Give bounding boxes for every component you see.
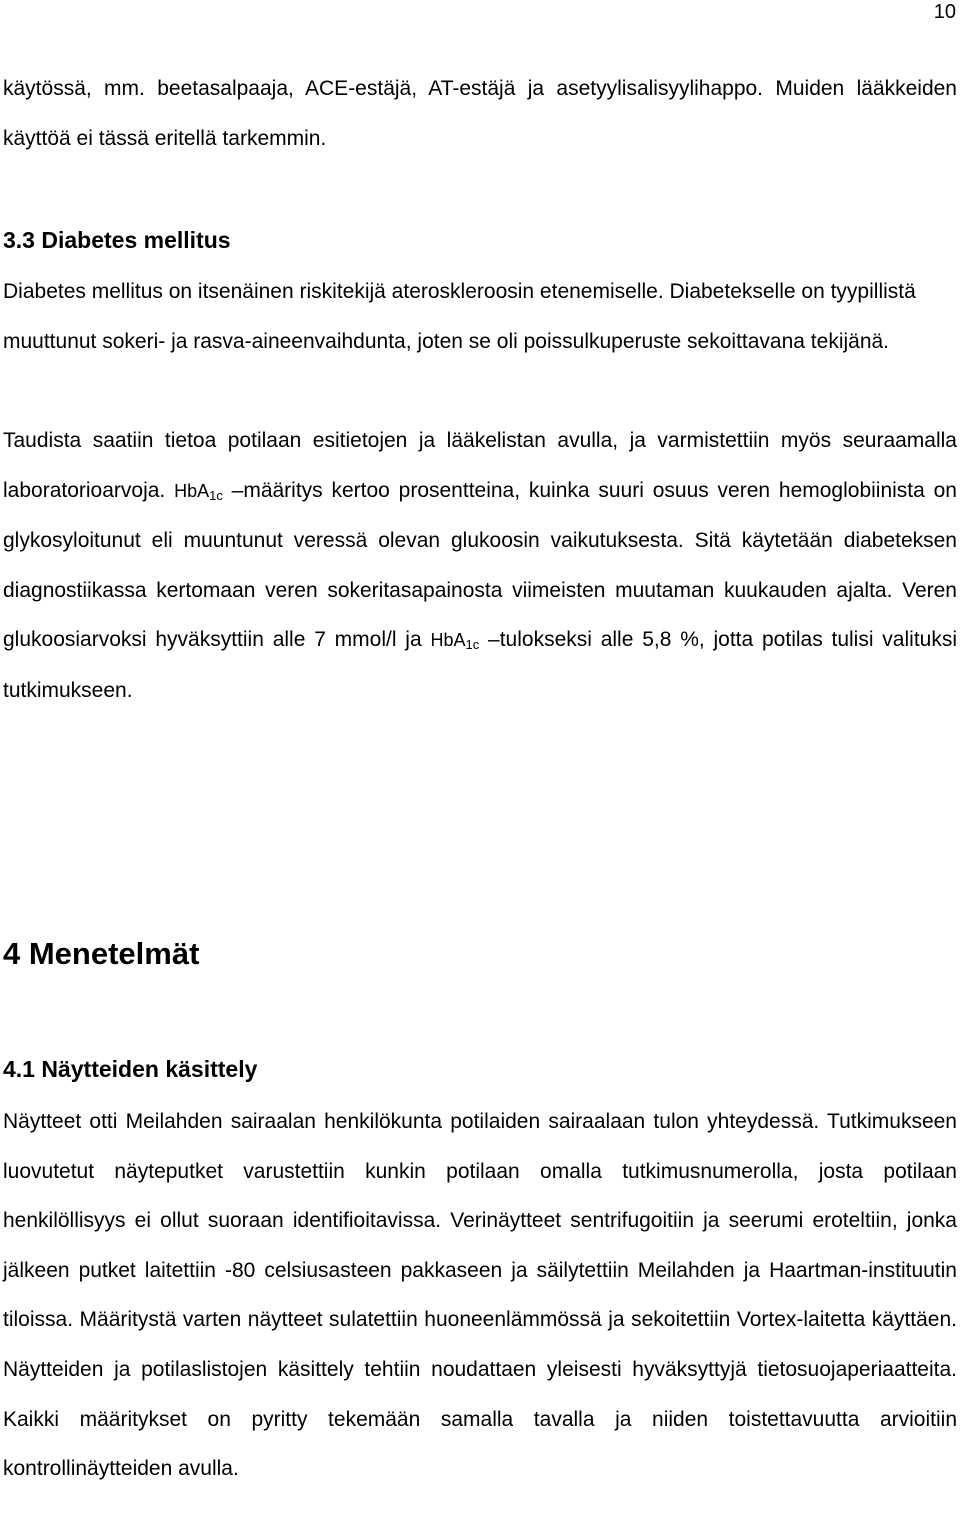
- intro-paragraph: [3, 64, 957, 163]
- section-heading-3-3: 3.3 Diabetes mellitus: [3, 227, 231, 253]
- chapter-heading-4: 4 Menetelmät: [3, 936, 200, 971]
- samples-text: Näytteet otti Meilahden sairaalan henkilökunta potilaiden sairaalaan tulon yhteydessä. Tutkimukseen luovutetut näyteputket varustettiin kunkin potilaan omalla tutkimusnumerolla, josta potilaan henkilöllisyys ei ollut suoraan identifioitavissa. Verinäytteet sentrifugoitiin ja seerumi eroteltiin, jonka jälkeen putket laitettiin -80 celsiusasteen pakkaseen ja säilytettiin Meilahden ja Haartman-instituutin tiloissa. Määritystä varten näytteet sulatettiin huoneenlämmössä ja sekoitettiin Vortex-laitetta käyttäen. Näytteiden ja potilaslistojen käsittely tehtiin noudattaen yleisesti hyväksyttyjä tietosuojaperiaatteita. Kaikki määritykset on pyritty tekemään samalla tavalla ja niiden toistettavuutta arvioitiin kontrollinäytteiden avulla.: [3, 1110, 957, 1481]
- diabetes-paragraph-2: [3, 416, 957, 716]
- diabetes-text-1: Diabetes mellitus on itsenäinen riskitekijä ateroskleroosin etenemiselle. Diabetekselle on tyypillistä muuttunut sokeri- ja rasva-aineenvaihdunta, joten se oli poissulkuperuste sekoittavana tekijänä.: [3, 280, 916, 353]
- para2-end: –tulokseksi alle 5,8 %, jotta potilas tulisi valituksi tutkimukseen.: [3, 628, 957, 702]
- intro-text: käytössä, mm. beetasalpaaja, ACE-estäjä, AT-estäjä ja asetyylisalisyylihappo. Muiden lääkkeiden käyttöä ei tässä eritellä tarkemmin.: [3, 77, 957, 150]
- section-heading-4-1: 4.1 Näytteiden käsittely: [3, 1056, 258, 1082]
- para2-mid: –määritys kertoo prosentteina, kuinka suuri osuus veren hemoglobiinista on glykosyloitunut eli muuntunut veressä olevan glukoosin vaikutuksesta. Sitä käytetään diabeteksen diagnostiikassa kertomaan veren sokeritasapainosta viimeisten muutaman kuukauden ajalta. Veren glukoosiarvoksi hyväksyttiin alle 7 mmol/l ja: [3, 478, 957, 652]
- para2-start: Taudista saatiin tietoa potilaan esitietojen ja lääkelistan avulla, ja varmistettiin myös seuraamalla laboratorioarvoja.: [3, 429, 957, 502]
- hba1c-term-2: HbA$_{1c}$: [430, 630, 480, 653]
- hba1c-term: HbA$_{1c}$: [174, 480, 223, 503]
- samples-paragraph: [3, 1097, 957, 1494]
- diabetes-paragraph-1: [3, 267, 957, 366]
- page-number: 10: [933, 1, 956, 23]
- diabetes-text-2: [3, 416, 957, 716]
